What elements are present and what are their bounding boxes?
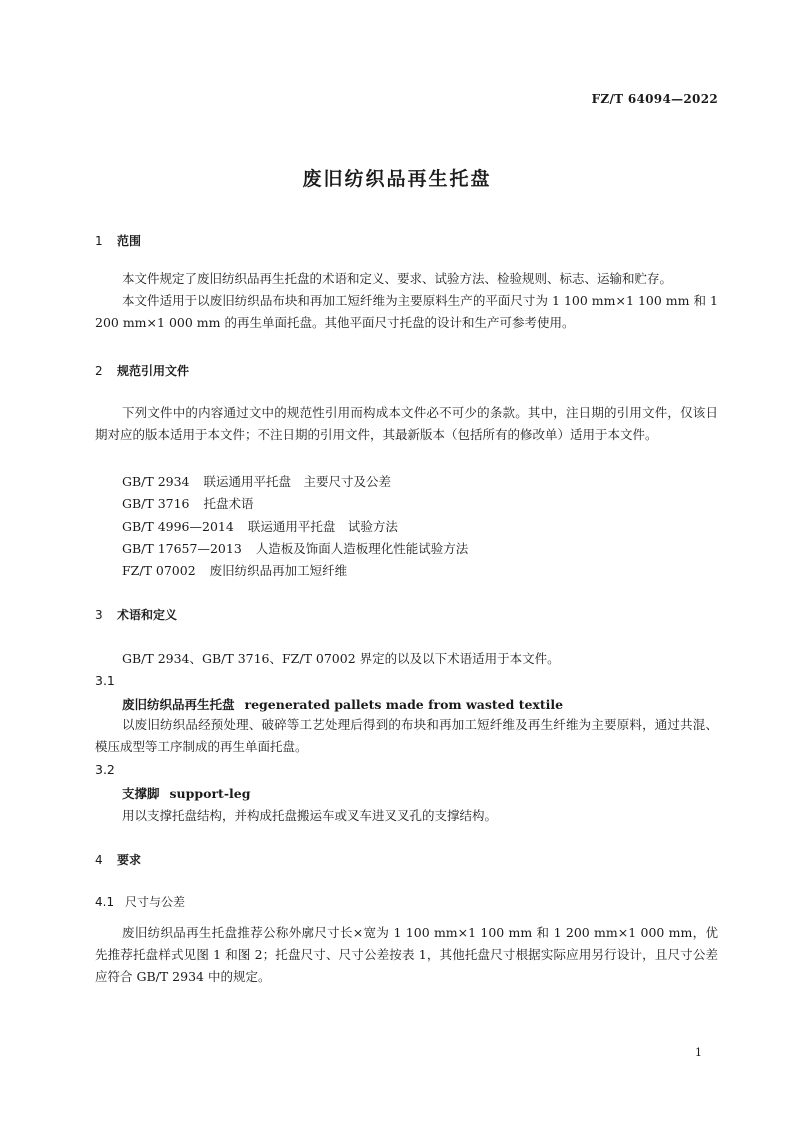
subsection-4-1-body [95, 922, 718, 988]
section-3-heading [95, 606, 177, 623]
section-number: 2 [95, 364, 103, 378]
section-title: 要求 [117, 853, 142, 867]
term-number: 3.2 [95, 762, 115, 777]
page-number: 1 [695, 1046, 702, 1059]
section-4-heading [95, 851, 141, 868]
section-title: 术语和定义 [117, 608, 178, 622]
standard-code: FZ/T 64094—2022 [591, 92, 718, 106]
term-entry [122, 784, 250, 802]
subsection-title: 尺寸与公差 [125, 895, 186, 909]
term-definition: 以废旧纺织品经预处理、破碎等工艺处理后得到的布块和再加工短纤维及再生纤维为主要原料，通过共混、模压成型等工序制成的再生单面托盘。 [95, 717, 718, 754]
reference-item: GB/T 17657—2013 人造板及饰面人造板理化性能试验方法 [122, 541, 469, 556]
term-english: support-leg [169, 786, 251, 801]
reference-item: GB/T 3716 托盘术语 [122, 496, 254, 511]
term-chinese: 废旧纺织品再生托盘 [122, 697, 235, 712]
reference-item: GB/T 2934 联运通用平托盘 主要尺寸及公差 [122, 474, 392, 489]
reference-item: GB/T 4996—2014 联运通用平托盘 试验方法 [122, 519, 398, 534]
term-entry [122, 695, 563, 713]
term-chinese: 支撑脚 [122, 786, 160, 801]
section-2-heading [95, 362, 189, 379]
section-1-heading [95, 232, 141, 249]
section-number: 3 [95, 608, 103, 622]
section-number: 1 [95, 234, 103, 248]
subsection-number: 4.1 [95, 895, 115, 909]
paragraph: 本文件适用于以废旧纺织品布块和再加工短纤维为主要原料生产的平面尺寸为 1 100 mm×1 100 mm 和 1 200 mm×1 000 mm 的再生单面托盘。其他平面尺寸托盘的设计和生产可参考使用。 [95, 293, 718, 330]
term-definition: 用以支撑托盘结构，并构成托盘搬运车或叉车进叉叉孔的支撑结构。 [122, 808, 498, 823]
term-number: 3.1 [95, 673, 115, 688]
section-title: 规范引用文件 [117, 364, 190, 378]
document-title: 废旧纺织品再生托盘 [302, 168, 492, 190]
section-number: 4 [95, 853, 103, 867]
section-1-body [95, 268, 718, 334]
subsection-4-1-heading [95, 893, 185, 910]
paragraph: 下列文件中的内容通过文中的规范性引用而构成本文件必不可少的条款。其中，注日期的引用文件，仅该日期对应的版本适用于本文件；不注日期的引用文件，其最新版本（包括所有的修改单）适用于本文件。 [95, 405, 718, 442]
section-2-body [95, 402, 718, 446]
paragraph: 本文件规定了废旧纺织品再生托盘的术语和定义、要求、试验方法、检验规则、标志、运输和贮存。 [122, 271, 673, 286]
paragraph: GB/T 2934、GB/T 3716、FZ/T 07002 界定的以及以下术语适用于本文件。 [122, 651, 560, 666]
reference-item: FZ/T 07002 废旧纺织品再加工短纤维 [122, 563, 348, 578]
paragraph: 废旧纺织品再生托盘推荐公称外廓尺寸长×宽为 1 100 mm×1 100 mm 和 1 200 mm×1 000 mm，优先推荐托盘样式见图 1 和图 2；托盘尺寸、尺寸公差按表 1，其他托盘尺寸根据实际应用另行设计，且尺寸公差应符合 GB/T 2934 中的规定。 [95, 925, 718, 984]
term-english: regenerated pallets made from wasted textile [244, 697, 564, 712]
section-title: 范围 [117, 234, 142, 248]
